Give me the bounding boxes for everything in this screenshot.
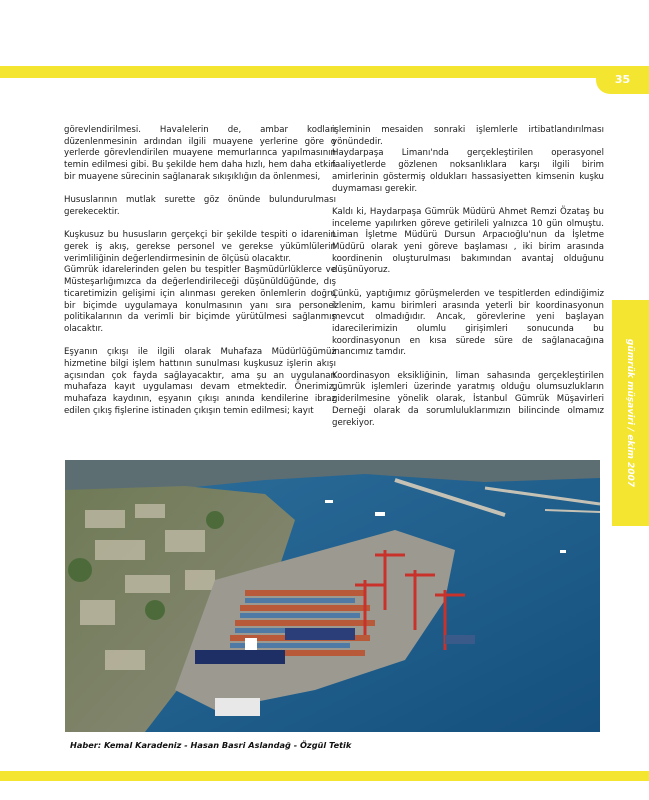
photo-caption: Haber: Kemal Karadeniz - Hasan Basri Aslandağ - Özgül Tetik: [70, 740, 352, 750]
right-column: [332, 125, 604, 429]
page-number-tab: [596, 68, 649, 94]
left-paragraph-1: görevlendirilmesi. Havalelerin de, ambar kodları düzenlenmesinin ardından ilgili muayene yerlerine göre o yerlerde görevlendirilen muayene memurlarınca yapılmasının temin edilmesi gibi. Bu şekilde hem daha hızlı, hem daha etkin bir muayene sürecinin sağlanarak sıkışıklığın da önlenmesi,: [64, 125, 336, 182]
side-tab-text: gümrük müşaviri / ekim 2007: [625, 338, 635, 488]
top-yellow-band: [0, 66, 649, 78]
bottom-yellow-band: [0, 771, 649, 781]
port-aerial-photo: [65, 460, 600, 732]
left-paragraph-4: Gümrük idarelerinden gelen bu tespitler Başmüdürlüklerce ve Müsteşarlığımızca da değerlendirileceği düşünüldüğünde, dış ticaretimizin gelişimi için alınması gereken önlemlerin doğru bir biçimde uygulamaya konulmasının yanı sıra personel politikalarının da verimli bir biçimde yürütülmesi sağlanmış olacaktır.: [64, 265, 336, 334]
left-column: [64, 125, 336, 418]
right-paragraph-2: Haydarpaşa Limanı'nda gerçekleştirilen operasyonel faaliyetlerde gözlenen noksanlıklara karşı ilgili birim amirlerinin göstermiş oldukları hassasiyetten kimsenin kuşku duymaması gerekir.: [332, 148, 604, 194]
right-paragraph-3: Kaldı ki, Haydarpaşa Gümrük Müdürü Ahmet Remzi Özataş bu inceleme yapılırken göreve getirileli yalnızca 10 gün olmuştu. Liman İşletme Müdürü Dursun Arpacıoğlu'nun da İşletme Müdürü olarak yeni göreve başlaması , iki birim arasında koordinenin oluşturulması bakımından avantaj olduğunu düşünüyoruz.: [332, 206, 604, 276]
left-paragraph-3: Kuşkusuz bu hususların gerçekçi bir şekilde tespiti o idarenin gerek iş akış, gerekse personel ve gerekse yükümlülerin verimliliğinin değerlendirmesinin de ölçüsü olacaktır.: [64, 230, 336, 264]
side-tab: [612, 300, 649, 526]
right-paragraph-1: işleminin mesaiden sonraki işlemlerle irtibatlandırılması yönündedir.: [332, 125, 604, 147]
right-paragraph-4: Çünkü, yaptığımız görüşmelerden ve tespitlerden edindiğimiz izlenim, kamu birimleri arasında yeterli bir koordinasyonun mevcut olmadığıdır. Ancak, görevlerine yeni başlayan idarecilerimizin olumlu girişimleri sonucunda bu koordinasyonun en kısa sürede süre de sağlanacağına inancımız tamdır.: [332, 288, 604, 358]
right-paragraph-5: Koordinasyon eksikliğinin, liman sahasında gerçekleştirilen gümrük işlemleri üzerinde yaratmış olduğu olumsuzlukların giderilmesine yönelik olarak, İstanbul Gümrük Müşavirleri Derneği olarak da sorumluluklarımızın bilincinde olmamız gerekiyor.: [332, 370, 604, 428]
left-paragraph-5: Eşyanın çıkışı ile ilgili olarak Muhafaza Müdürlüğümüz hizmetine bilgi işlem hattının sunulması kuşkusuz işlerin akışı açısından çok fayda sağlayacaktır, ama şu an uygulanan muhafaza kayıt uygulaması devam etmektedir. Önerimiz, muhafaza kaydının, eşyanın çıkışı anında kendilerine ibraz edilen çıkış fişlerine istinaden çıkışın temin edilmesi; kayıt: [64, 347, 336, 416]
page-number: 35: [614, 73, 631, 86]
left-paragraph-2: Hususlarının mutlak surette göz önünde bulundurulması gerekecektir.: [64, 195, 336, 217]
